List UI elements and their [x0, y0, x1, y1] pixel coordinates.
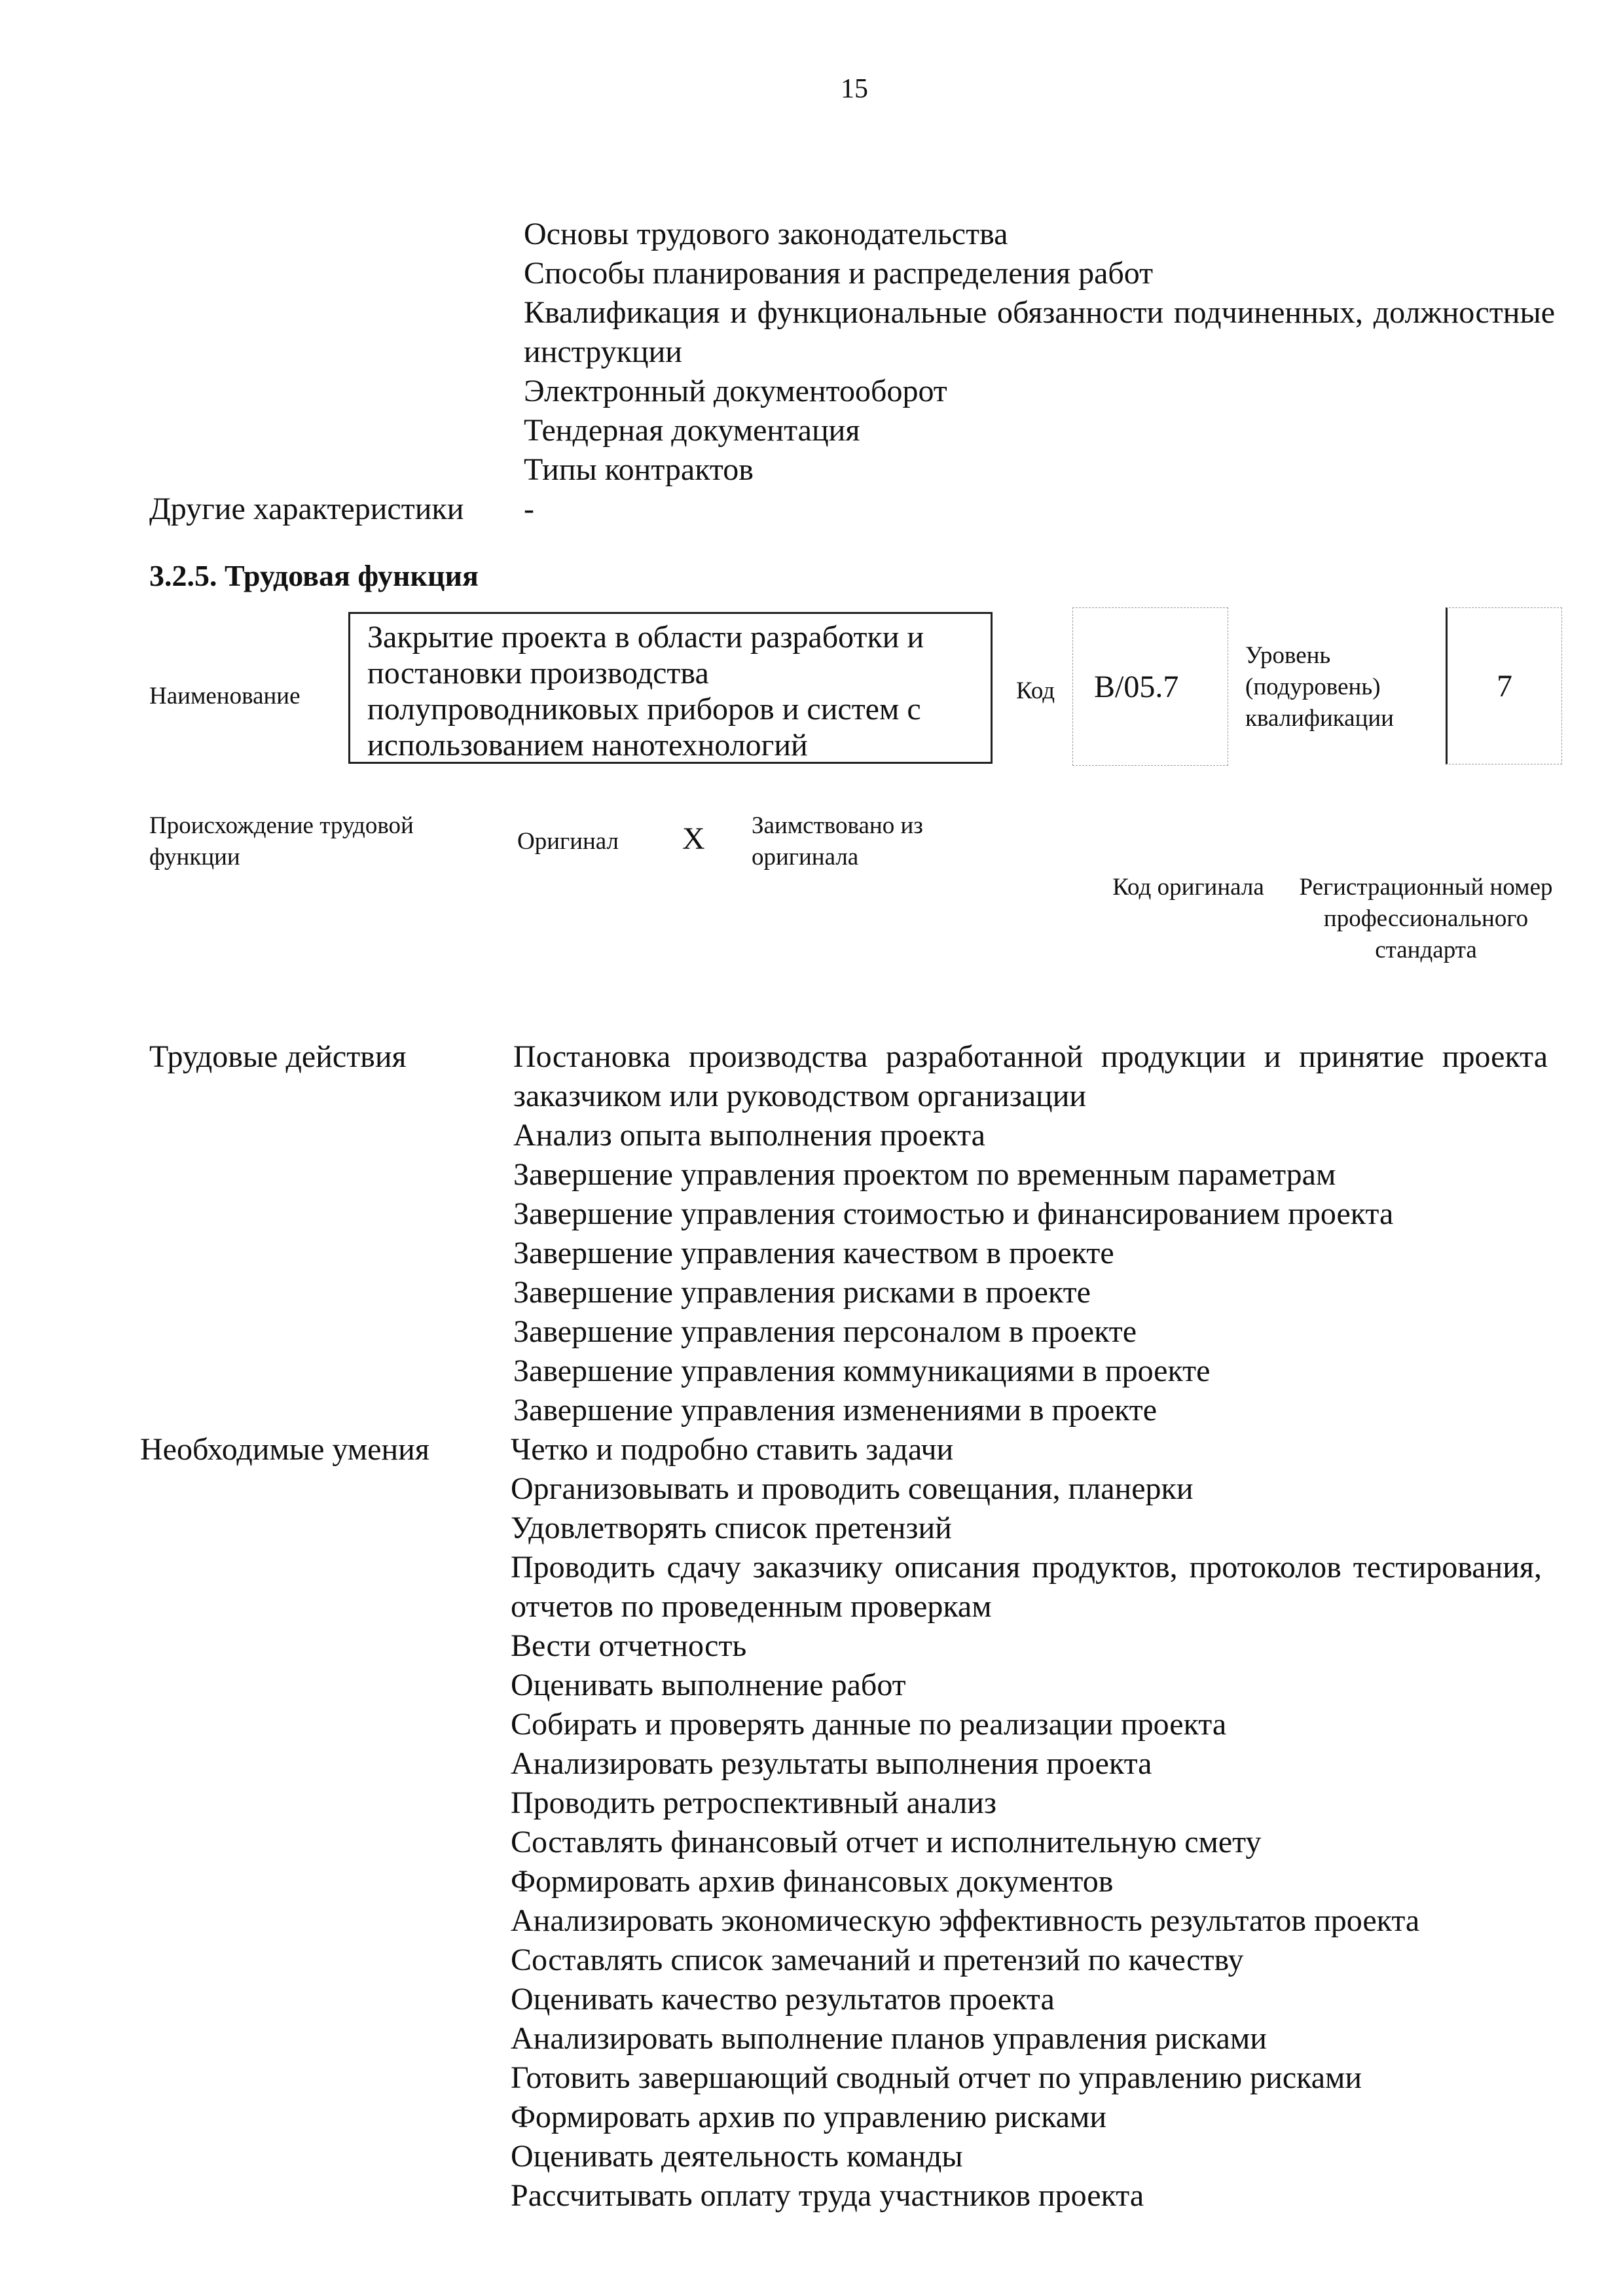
required-skills-list	[511, 1430, 1542, 2215]
list-item: Завершение управления изменениями в проекте	[513, 1393, 1158, 1427]
knowledge-item: Электронный документооборот	[524, 374, 947, 408]
other-characteristics-value: -	[524, 492, 534, 526]
list-item: Составлять список замечаний и претензий по качеству	[511, 1943, 1244, 1977]
list-item: Анализ опыта выполнения проекта	[513, 1118, 985, 1153]
list-item: Удовлетворять список претензий	[511, 1511, 952, 1545]
list-item: Оценивать деятельность команды	[511, 2139, 963, 2174]
list-item: Организовывать и проводить совещания, планерки	[511, 1471, 1194, 1506]
name-label: Наименование	[149, 683, 301, 709]
list-item: Формировать архив финансовых документов	[511, 1864, 1114, 1899]
list-item: Проводить сдачу заказчику описания продуктов, протоколов тестирования, отчетов по проведенным проверкам	[511, 1550, 1542, 1624]
labor-actions-list	[513, 1037, 1548, 1430]
list-item: Оценивать выполнение работ	[511, 1668, 906, 1702]
list-item: Анализировать результаты выполнения проекта	[511, 1746, 1152, 1781]
page-number: 15	[841, 74, 868, 104]
list-item: Вести отчетность	[511, 1628, 747, 1663]
list-item: Оценивать качество результатов проекта	[511, 1982, 1055, 2017]
list-item: Завершение управления рисками в проекте	[513, 1275, 1091, 1310]
list-item: Проводить ретроспективный анализ	[511, 1785, 996, 1820]
list-item: Постановка производства разработанной продукции и принятие проекта заказчиком или руководством организации	[513, 1039, 1548, 1113]
knowledge-item: Квалификация и функциональные обязанности подчиненных, должностные инструкции	[524, 295, 1555, 369]
list-item: Завершение управления качеством в проекте	[513, 1236, 1114, 1270]
original-label: Оригинал	[517, 828, 619, 855]
qualification-level-label: Уровень (подуровень) квалификации	[1245, 642, 1394, 732]
list-item: Рассчитывать оплату труда участников проекта	[511, 2178, 1144, 2213]
code-original-label: Код оригинала	[1112, 874, 1264, 901]
knowledge-item: Основы трудового законодательства	[524, 217, 1008, 251]
knowledge-item: Тендерная документация	[524, 413, 860, 448]
list-item: Составлять финансовый отчет и исполнительную смету	[511, 1825, 1262, 1859]
qualification-level-box: 7	[1446, 607, 1562, 764]
list-item: Завершение управления проектом по временным параметрам	[513, 1157, 1336, 1192]
list-item: Четко и подробно ставить задачи	[511, 1432, 954, 1467]
list-item: Завершение управления коммуникациями в проекте	[513, 1354, 1211, 1388]
function-code-box: B/05.7	[1072, 607, 1228, 766]
list-item: Готовить завершающий сводный отчет по управлению рисками	[511, 2060, 1362, 2095]
required-skills-label: Необходимые умения	[140, 1432, 429, 1467]
list-item: Анализировать выполнение планов управления рисками	[511, 2021, 1267, 2056]
labor-actions-label: Трудовые действия	[149, 1039, 407, 1074]
registration-number-label: Регистрационный номер профессионального стандарта	[1299, 874, 1553, 963]
code-label: Код	[1016, 677, 1055, 704]
list-item: Формировать архив по управлению рисками	[511, 2100, 1107, 2134]
list-item: Завершение управления стоимостью и финансированием проекта	[513, 1196, 1394, 1231]
knowledge-item: Типы контрактов	[524, 452, 754, 487]
section-heading: 3.2.5. Трудовая функция	[149, 559, 479, 592]
origin-label: Происхождение трудовой функции	[149, 812, 414, 870]
original-mark: X	[682, 821, 705, 856]
other-characteristics-label: Другие характеристики	[149, 492, 464, 526]
knowledge-list	[524, 215, 1555, 490]
function-name-box: Закрытие проекта в области разработки и постановки производства полупроводниковых приборов и систем с использованием нанотехнологий	[348, 612, 993, 764]
list-item: Собирать и проверять данные по реализации проекта	[511, 1707, 1227, 1742]
knowledge-item: Способы планирования и распределения работ	[524, 256, 1154, 291]
list-item: Завершение управления персоналом в проекте	[513, 1314, 1137, 1349]
list-item: Анализировать экономическую эффективность результатов проекта	[511, 1903, 1420, 1938]
borrowed-label: Заимствовано из оригинала	[752, 812, 923, 870]
